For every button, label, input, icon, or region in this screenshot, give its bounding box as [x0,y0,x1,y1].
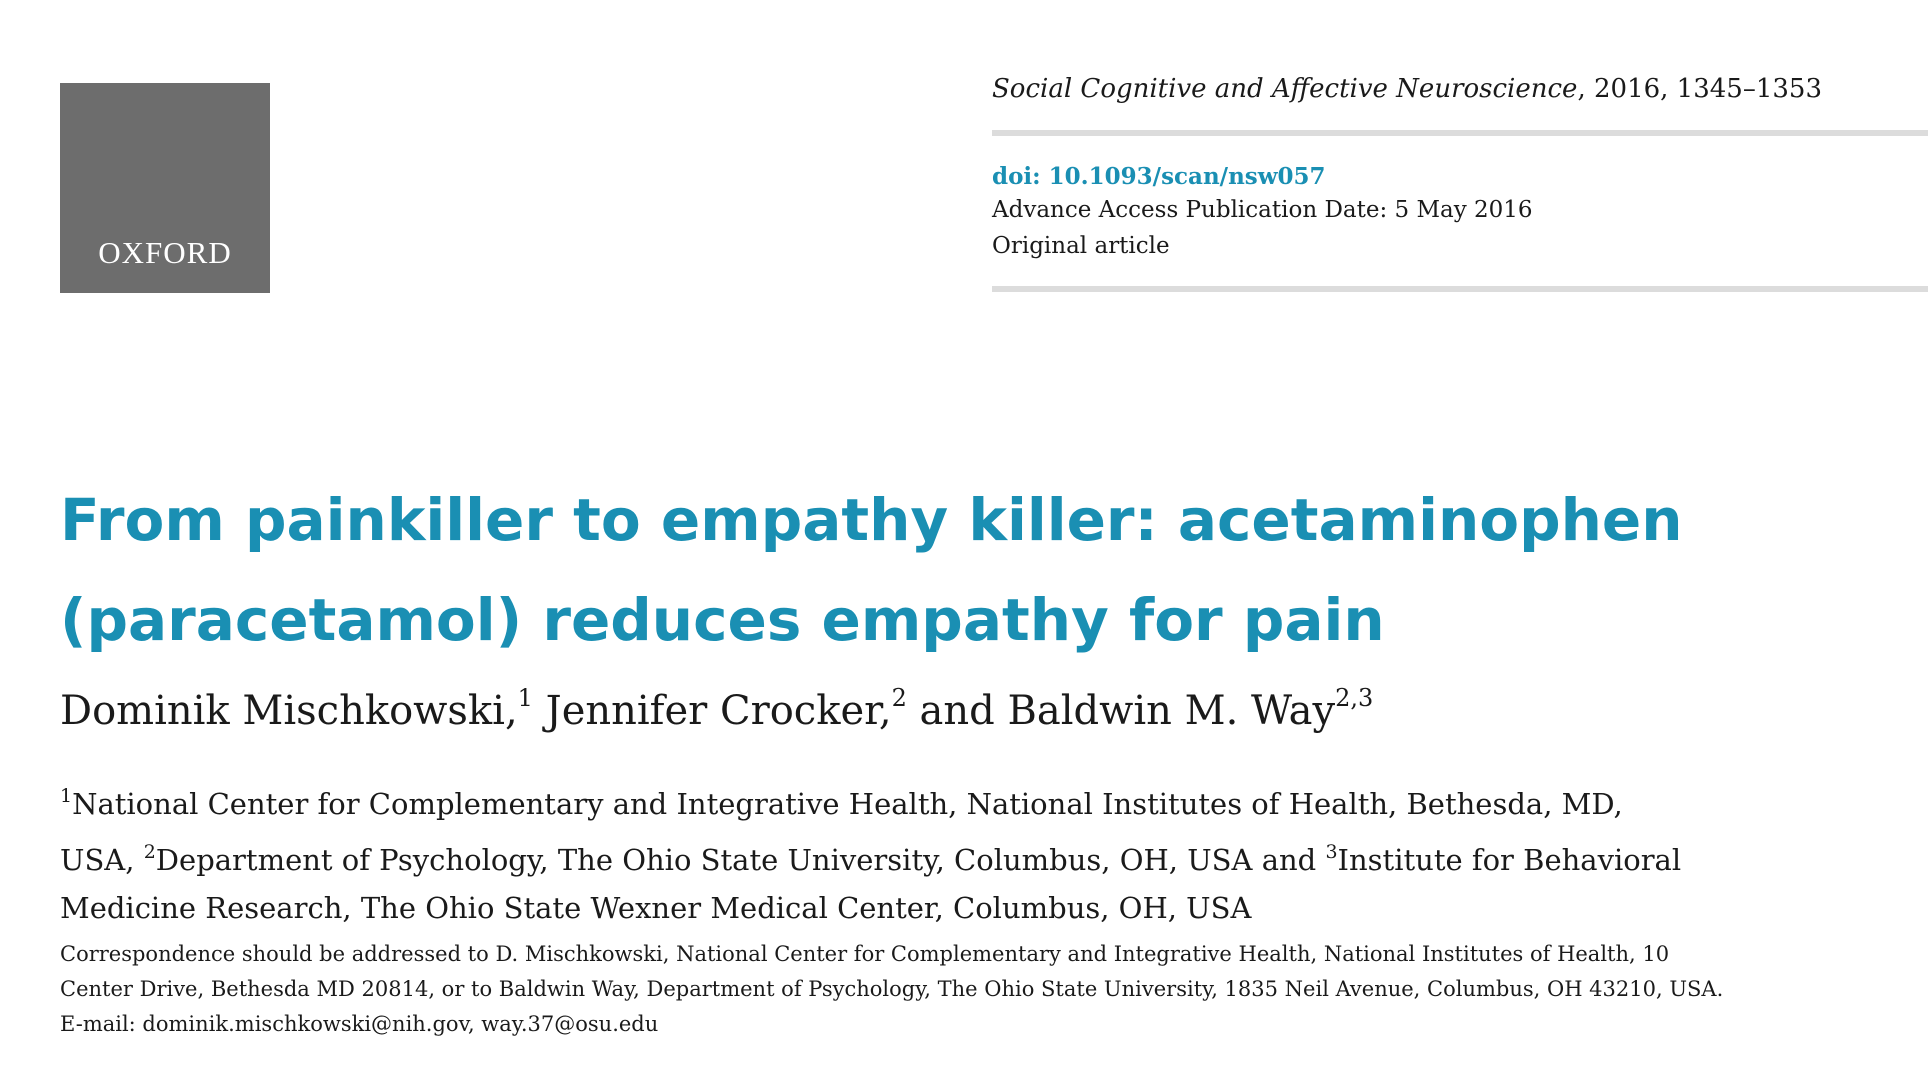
author-2-affil: 2 [891,684,907,712]
affiliation-1-text: National Center for Complementary and Integrative Health, National Institutes of Health, Bethesda, MD, [72,787,1623,821]
affiliation-line-3: Medicine Research, The Ohio State Wexner Medical Center, Columbus, OH, USA [60,891,1252,925]
title-line-2: (paracetamol) reduces empathy for pain [60,586,1385,654]
doi-link[interactable]: doi: 10.1093/scan/nsw057 [992,163,1326,190]
journal-name: Social Cognitive and Affective Neuroscience [992,74,1578,104]
author-2[interactable]: Jennifer Crocker, [532,688,892,734]
correspondence-note [60,937,1880,1042]
correspondence-line-2: Center Drive, Bethesda MD 20814, or to Baldwin Way, Department of Psychology, The Ohio State University, 1835 Neil Avenue, Columbus, OH 43210, USA. [60,977,1724,1001]
correspondence-line-1: Correspondence should be addressed to D. Mischkowski, National Center for Complementary and Integrative Health, National Institutes of Health, 10 [60,942,1670,966]
logo-text: OXFORD [98,235,232,270]
author-1-affil: 1 [517,684,533,712]
article-title [60,470,1840,670]
author-3[interactable]: and Baldwin M. Way [906,688,1336,734]
journal-citation [992,74,1822,104]
affiliation-line-1 [60,772,1860,828]
article-type: Original article [992,233,1170,259]
affiliations [60,772,1860,932]
affil-marker-1: 1 [60,785,73,807]
author-1[interactable]: Dominik Mischkowski, [60,688,518,734]
author-list [60,684,1373,734]
affiliation-2-text: Department of Psychology, The Ohio State University, Columbus, OH, USA and [155,843,1326,877]
header-rule-bottom [992,286,1928,292]
affiliation-3-text: Institute for Behavioral [1337,843,1682,877]
journal-year-pages: , 2016, 1345–1353 [1577,74,1823,104]
header-rule-top [992,130,1928,136]
title-line-1: From painkiller to empathy killer: acetaminophen [60,486,1683,554]
affil-marker-3: 3 [1325,841,1338,863]
affiliation-line-2 [60,828,1860,884]
author-3-affil: 2,3 [1335,684,1374,712]
affil-marker-2: 2 [143,841,156,863]
oxford-logo [60,83,270,293]
affiliation-1-end: USA, [60,843,144,877]
publication-date: Advance Access Publication Date: 5 May 2016 [992,197,1533,223]
correspondence-line-3[interactable]: E-mail: dominik.mischkowski@nih.gov, way.37@osu.edu [60,1012,659,1036]
